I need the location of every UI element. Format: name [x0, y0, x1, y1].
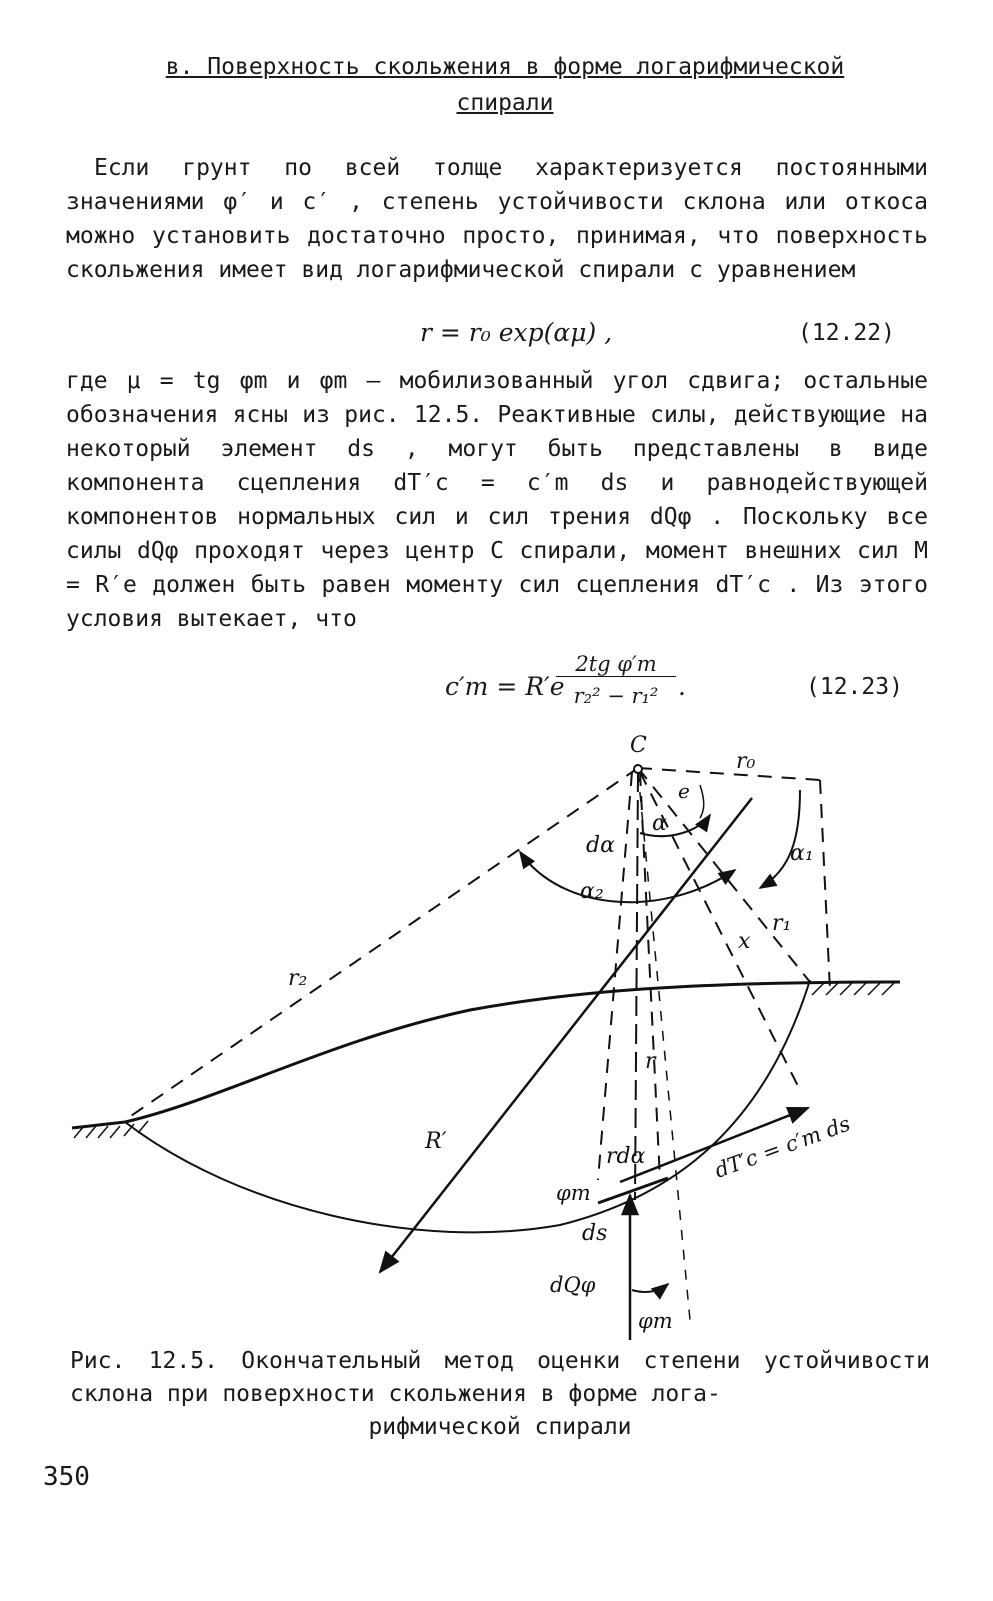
label-r0: r₀	[736, 749, 756, 774]
radius-r2	[125, 768, 638, 1120]
label-r: r	[645, 1049, 656, 1074]
paragraph-intro	[66, 151, 928, 287]
label-r2: r₂	[288, 966, 308, 991]
figure-caption: Рис. 12.5. Окончательный метод оценки степени устойчивости склона при поверхности скольжения в форме лога-	[70, 1348, 930, 1407]
label-alpha2: α₂	[580, 879, 604, 904]
label-ds: ds	[582, 1221, 608, 1246]
label-center: C	[630, 733, 647, 758]
paragraph-intro-text: Если грунт по всей толще характеризуется постоянными значениями φ′ и c′ , степень устойчивости склона или откоса можно установить достаточно просто, принимая, что поверхность скольжения имеет вид логарифмической спирали с уравнением	[66, 155, 928, 283]
section-heading-line1: в. Поверхность скольжения в форме логарифмической	[165, 54, 845, 80]
formula-12-23-number: (12.23)	[806, 674, 903, 700]
radius-r1	[638, 768, 810, 982]
label-dalpha: dα	[586, 833, 615, 858]
ground-hatch-right	[812, 983, 894, 995]
angle-phim-arc	[632, 1284, 668, 1292]
label-alpha1: α₁	[790, 841, 814, 866]
label-R: R′	[425, 1129, 447, 1154]
paragraph-explanation: где μ = tg φm и φm – мобилизованный угол сдвига; остальные обозначения ясны из рис. 12.5. Реактивные силы, действующие на некоторый элемент ds , могут быть представлены в виде компонента сцепления dT′c = c′m ds и равнодействующей компонентов нормальных сил и сил трения dQφ . Поскольку все силы dQφ проходят через центр C спирали, момент внешних сил M = R′e должен быть равен моменту сил сцепления dT′c . Из этого условия вытекает, что	[66, 368, 928, 632]
label-x: x	[738, 929, 751, 954]
angle-alpha1-arc	[760, 790, 800, 888]
label-r1: r₁	[772, 911, 792, 936]
ground-surface-line	[72, 982, 900, 1128]
label-phim-bottom: φm	[638, 1309, 673, 1333]
boundary-right	[820, 780, 830, 990]
formula-12-23-numerator: 2tg φ′m	[556, 652, 676, 677]
section-heading-line2: спирали	[456, 90, 554, 116]
angle-e-arc	[700, 785, 704, 818]
label-dQ: dQφ	[550, 1273, 596, 1297]
label-dTc: dT′c = c′m ds	[711, 1111, 854, 1183]
label-phim-left: φm	[556, 1181, 591, 1205]
radius-r0	[638, 768, 820, 780]
label-e: e	[678, 779, 690, 803]
center-point	[634, 765, 642, 773]
figure-log-spiral	[0, 720, 993, 1350]
formula-12-22: r = r₀ exp(αμ) ,	[420, 318, 613, 347]
label-rdalpha: rdα	[606, 1144, 646, 1169]
formula-12-23-denominator: r₂² − r₁²	[573, 684, 659, 708]
page-number: 350	[43, 1462, 90, 1492]
label-alpha: α	[652, 811, 667, 836]
formula-12-23-tail: .	[678, 672, 686, 701]
angle-alpha-arc	[640, 815, 710, 836]
figure-caption-last-line: рифмической спирали	[368, 1414, 632, 1440]
radius-element	[635, 772, 638, 1200]
slip-surface-spiral	[125, 980, 810, 1232]
formula-12-22-number: (12.22)	[798, 320, 895, 346]
normal-line	[638, 772, 690, 1320]
formula-12-23-lhs: c′m = R′e	[445, 672, 565, 701]
